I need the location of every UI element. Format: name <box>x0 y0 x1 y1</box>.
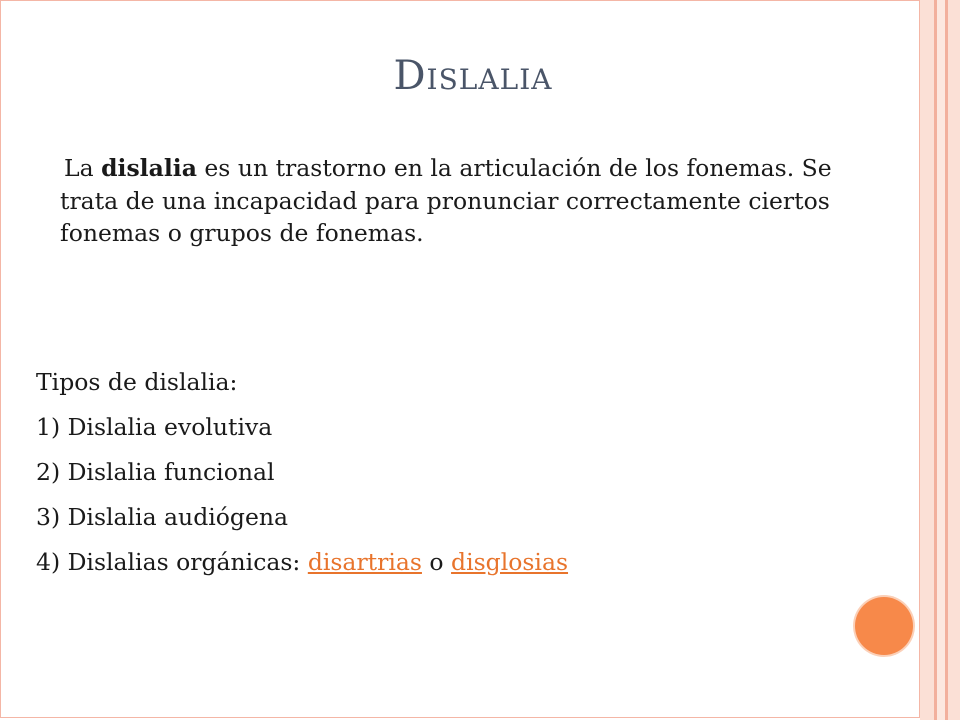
list-item: 2) Dislalia funcional <box>36 458 275 486</box>
types-heading: Tipos de dislalia: <box>36 368 238 396</box>
intro-rest: es un trastorno en la articulación de los fonemas. Se trata de una incapacidad para pronunciar correctamente ciertos fonemas o grupos de fonemas. <box>60 154 832 247</box>
slide-title: Dislalia <box>393 53 553 99</box>
intro-paragraph <box>60 152 880 250</box>
list-item: 1) Dislalia evolutiva <box>36 413 273 441</box>
decorative-stripe <box>948 0 960 720</box>
decorative-circle <box>855 597 913 655</box>
organic-joiner: o <box>421 548 452 576</box>
decorative-stripe <box>937 0 945 720</box>
list-item-organic <box>36 546 856 591</box>
organic-prefix: 4) Dislalias orgánicas: <box>36 548 308 576</box>
intro-term: dislalia <box>101 154 197 182</box>
list-item: 3) Dislalia audiógena <box>36 503 288 531</box>
disartrias-link[interactable]: disartrias <box>307 548 422 576</box>
intro-prefix: La <box>64 154 102 182</box>
disglosias-link[interactable]: disglosias <box>451 548 569 576</box>
decorative-stripe <box>920 0 934 720</box>
types-list <box>36 366 856 591</box>
